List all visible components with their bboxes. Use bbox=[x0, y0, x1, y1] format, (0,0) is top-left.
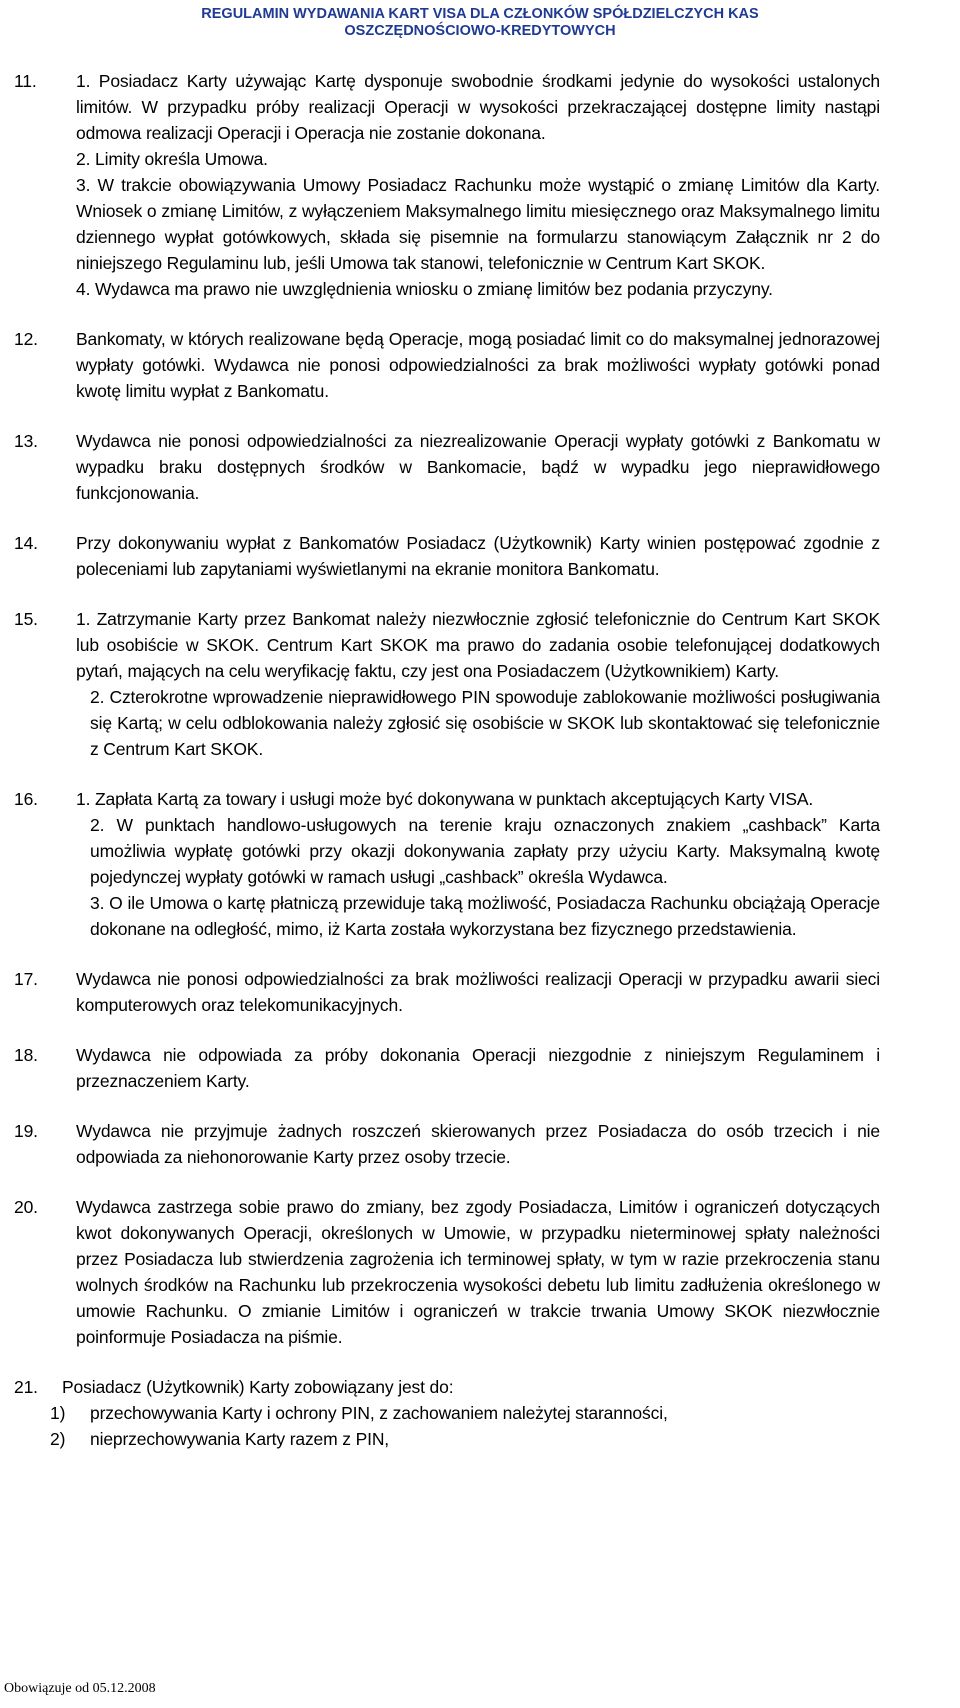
paragraph: 4. Wydawca ma prawo nie uwzględnienia wniosku o zmianę limitów bez podania przyczyny. bbox=[76, 279, 773, 299]
section-number: 21. bbox=[14, 1377, 38, 1397]
paragraph: Wydawca nie ponosi odpowiedzialności za niezrealizowanie Operacji wypłaty gotówki z Bankomatu w wypadku braku dostępnych środków w Bankomacie, bądź w wypadku jego nieprawidłowego funkcjonowania. bbox=[76, 431, 880, 503]
list-item bbox=[50, 1400, 880, 1426]
section-number: 20. bbox=[14, 1197, 38, 1217]
effective-date-footer: Obowiązuje od 05.12.2008 bbox=[4, 1681, 156, 1696]
document-header bbox=[0, 6, 960, 40]
section-17 bbox=[0, 966, 960, 1018]
paragraph: 3. W trakcie obowiązywania Umowy Posiadacz Rachunku może wystąpić o zmianę Limitów dla Karty. Wniosek o zmianę Limitów, z wyłączeniem Maksymalnego limitu miesięcznego oraz Maksymalnego limitu dziennego wypłat gotówkowych, składa się pisemnie na formularzu stanowiącym Załącznik nr 2 do niniejszego Regulaminu lub, jeśli Umowa tak stanowi, telefonicznie w Centrum Kart SKOK. bbox=[76, 175, 880, 273]
section-body bbox=[76, 966, 880, 1018]
section-number: 17. bbox=[14, 969, 38, 989]
section-number: 13. bbox=[14, 431, 38, 451]
document-body bbox=[0, 68, 960, 1476]
section-16 bbox=[0, 786, 960, 942]
section-13 bbox=[0, 428, 960, 506]
section-14 bbox=[0, 530, 960, 582]
section-12 bbox=[0, 326, 960, 404]
paragraph: 1. Zatrzymanie Karty przez Bankomat należy niezwłocznie zgłosić telefonicznie do Centrum Kart SKOK lub osobiście w SKOK. Centrum Kart SKOK ma prawo do zadania osobie telefonującej dodatkowych pytań, mających na celu weryfikację faktu, czy jest ona Posiadaczem (Użytkownikiem) Karty. bbox=[76, 609, 880, 681]
paragraph: Wydawca zastrzega sobie prawo do zmiany, bez zgody Posiadacza, Limitów i ograniczeń dotyczących kwot dokonywanych Operacji, określonych w Umowie, w przypadku nieterminowej spłaty należności przez Posiadacza lub stwierdzenia zagrożenia ich terminowej spłaty, w tym w razie przekroczenia stanu wolnych środków na Rachunku lub przekroczenia wysokości debetu lub limitu zadłużenia określonego w umowie Rachunku. O zmianie Limitów i ograniczeń w trakcie trwania Umowy SKOK niezwłocznie poinformuje Posiadacza na piśmie. bbox=[76, 1197, 880, 1347]
list-item-number: 1) bbox=[50, 1403, 66, 1423]
section-body bbox=[76, 326, 880, 404]
section-number: 11. bbox=[14, 71, 37, 91]
list-item-number: 2) bbox=[50, 1429, 66, 1449]
paragraph: 2. W punktach handlowo-usługowych na terenie kraju oznaczonych znakiem „cashback” Karta umożliwia wypłatę gotówki przy okazji dokonywania zapłaty przy użyciu Karty. Maksymalną kwotę pojedynczej wypłaty gotówki w ramach usługi „cashback” określa Wydawca. bbox=[90, 815, 880, 887]
paragraph: 2. Czterokrotne wprowadzenie nieprawidłowego PIN spowoduje zablokowanie możliwości posługiwania się Kartą; w celu odblokowania należy zgłosić się osobiście w SKOK lub skontaktować się telefonicznie z Centrum Kart SKOK. bbox=[90, 687, 880, 759]
paragraph: Wydawca nie przyjmuje żadnych roszczeń skierowanych przez Posiadacza do osób trzecich i nie odpowiada za niehonorowanie Karty przez osoby trzecie. bbox=[76, 1121, 880, 1167]
section-body bbox=[76, 1118, 880, 1170]
section-number: 18. bbox=[14, 1045, 38, 1065]
section-number: 14. bbox=[14, 533, 38, 553]
section-number: 16. bbox=[14, 789, 38, 809]
section-body bbox=[76, 428, 880, 506]
section-18 bbox=[0, 1042, 960, 1094]
paragraph: Przy dokonywaniu wypłat z Bankomatów Posiadacz (Użytkownik) Karty winien postępować zgodnie z poleceniami lub zapytaniami wyświetlanymi na ekranie monitora Bankomatu. bbox=[76, 533, 880, 579]
section-19 bbox=[0, 1118, 960, 1170]
section-body bbox=[76, 1194, 880, 1350]
section-11 bbox=[0, 68, 960, 302]
paragraph: Wydawca nie ponosi odpowiedzialności za brak możliwości realizacji Operacji w przypadku awarii sieci komputerowych oraz telekomunikacyjnych. bbox=[76, 969, 880, 1015]
section-number: 19. bbox=[14, 1121, 38, 1141]
section-body bbox=[76, 606, 880, 762]
list-item-text: przechowywania Karty i ochrony PIN, z zachowaniem należytej staranności, bbox=[90, 1403, 668, 1423]
section-15 bbox=[0, 606, 960, 762]
paragraph: 1. Posiadacz Karty używając Kartę dysponuje swobodnie środkami jedynie do wysokości ustalonych limitów. W przypadku próby realizacji Operacji w wysokości przekraczającej dostępne limity nastąpi odmowa realizacji Operacji i Operacja nie zostanie dokonana. bbox=[76, 71, 880, 143]
section-body bbox=[76, 786, 880, 942]
paragraph: Wydawca nie odpowiada za próby dokonania Operacji niezgodnie z niniejszym Regulaminem i przeznaczeniem Karty. bbox=[76, 1045, 880, 1091]
section-body bbox=[50, 1374, 880, 1452]
paragraph: 1. Zapłata Kartą za towary i usługi może być dokonywana w punktach akceptujących Karty VISA. bbox=[76, 789, 814, 809]
section-body bbox=[76, 530, 880, 582]
header-line-2: OSZCZĘDNOŚCIOWO-KREDYTOWYCH bbox=[344, 23, 616, 39]
section-number: 12. bbox=[14, 329, 38, 349]
list-item bbox=[50, 1426, 880, 1452]
paragraph: Bankomaty, w których realizowane będą Operacje, mogą posiadać limit co do maksymalnej jednorazowej wypłaty gotówki. Wydawca nie ponosi odpowiedzialności za brak możliwości wypłaty gotówki ponad kwotę limitu wypłat z Bankomatu. bbox=[76, 329, 880, 401]
section-21 bbox=[0, 1374, 960, 1452]
paragraph: 3. O ile Umowa o kartę płatniczą przewiduje taką możliwość, Posiadacza Rachunku obciążają Operacje dokonane na odległość, mimo, iż Karta została wykorzystana bez fizycznego przedstawienia. bbox=[90, 893, 880, 939]
list-item-text: nieprzechowywania Karty razem z PIN, bbox=[90, 1429, 390, 1449]
section-20 bbox=[0, 1194, 960, 1350]
paragraph: 2. Limity określa Umowa. bbox=[76, 149, 268, 169]
paragraph: Posiadacz (Użytkownik) Karty zobowiązany jest do: bbox=[62, 1377, 454, 1397]
header-line-1: REGULAMIN WYDAWANIA KART VISA DLA CZŁONKÓW SPÓŁDZIELCZYCH KAS bbox=[201, 6, 759, 22]
section-number: 15. bbox=[14, 609, 38, 629]
section-body bbox=[76, 1042, 880, 1094]
section-body bbox=[76, 68, 880, 302]
